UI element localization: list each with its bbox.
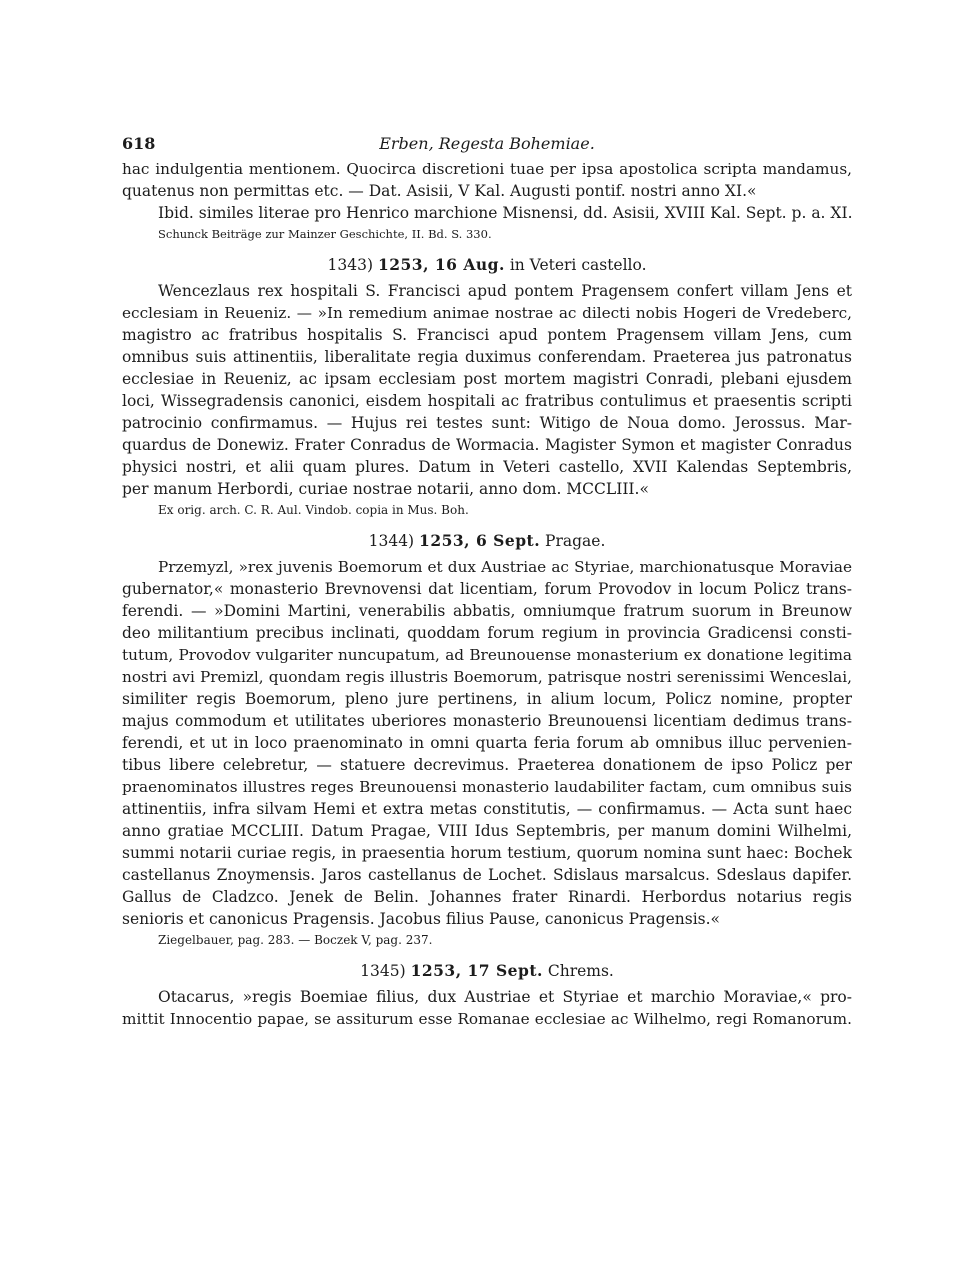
entry-heading-1344 (122, 526, 852, 556)
entry-number: 1343) (327, 256, 373, 274)
text-line: per manum Herbordi, curiae nostrae notarii, anno dom. MCCLIII.« (122, 480, 649, 498)
text-line: physici nostri, et alii quam plures. Datum in Veteri castello, XVII Kalendas Septembris, (122, 458, 852, 476)
text-line: deo militantium precibus inclinati, quoddam forum regium in provincia Gradicensi consti- (122, 624, 852, 642)
running-title: Erben, Regesta Bohemiae. (379, 134, 595, 153)
text-line: Przemyzl, »rex juvenis Boemorum et dux Austriae ac Styriae, marchionatusque Moraviae (158, 558, 852, 576)
text-line: tibus libere celebretur, — statuere decrevimus. Praeterea donationem de ipso Policz per (122, 756, 852, 774)
ibid-line: Ibid. similes literae pro Henrico marchione Misnensi, dd. Asisii, XVIII Kal. Sept. p. a. XI. (158, 204, 852, 222)
document-page (122, 128, 852, 1030)
text-line: magistro ac fratribus hospitalis S. Francisci apud pontem Pragensem villam Jens, cum (122, 326, 852, 344)
text-line: mittit Innocentio papae, se assiturum esse Romanae ecclesiae ac Wilhelmo, regi Romanorum. (122, 1010, 852, 1028)
text-line: senioris et canonicus Pragensis. Jacobus filius Pause, canonicus Pragensis.« (122, 910, 721, 928)
entry-body-1343 (122, 280, 852, 500)
text-line: Gallus de Cladzco. Jenek de Belin. Johannes frater Rinardi. Herbordus notarius regis (122, 888, 852, 906)
text-line: similiter regis Boemorum, pleno jure pertinens, in alium locum, Policz nomine, propter (122, 690, 852, 708)
entry-number: 1345) (360, 962, 406, 980)
text-line: gubernator,« monasterio Brevnovensi dat licentiam, forum Provodov in locum Policz trans- (122, 580, 852, 598)
entry-place: Pragae. (545, 532, 606, 550)
previous-entry-text (122, 158, 852, 224)
entry-number: 1344) (368, 532, 415, 550)
entry-date: 1253, 17 Sept. (410, 961, 543, 980)
text-line: ecclesiae in Reueniz, ac ipsam ecclesiam post mortem magistri Conradi, plebani ejusdem (122, 370, 852, 388)
entry-place: in Veteri castello. (509, 256, 647, 274)
text-line: quardus de Donewiz. Frater Conradus de Wormacia. Magister Symon et magister Conradus (122, 436, 852, 454)
text-line: hac indulgentia mentionem. Quocirca discretioni tuae per ipsa apostolica scripta mandamus, (122, 160, 852, 178)
text-line: anno gratiae MCCLIII. Datum Pragae, VIII Idus Septembris, per manum domini Wilhelmi, (122, 822, 852, 840)
text-line: majus commodum et utilitates uberiores monasterio Breunouensi licentiam dedimus trans- (122, 712, 852, 730)
source-citation: Ex orig. arch. C. R. Aul. Vindob. copia in Mus. Boh. (158, 503, 469, 517)
text-line: castellanus Znoymensis. Jaros castellanus de Lochet. Sdislaus marsalcus. Sdeslaus dapifer. (122, 866, 852, 884)
text-line: tutum, Provodov vulgariter nuncupatum, ad Breunouense monasterium ex donatione legitima (122, 646, 852, 664)
entry-body-1344 (122, 556, 852, 930)
text-line: Otacarus, »regis Boemiae filius, dux Austriae et Styriae et marchio Moraviae,« pro- (158, 988, 852, 1006)
text-line: attinentiis, infra silvam Hemi et extra metas constitutis, — confirmamus. — Acta sunt haec (122, 800, 852, 818)
page-number: 618 (122, 134, 156, 153)
text-line: loci, Wissegradensis canonici, eisdem hospitali ac fratribus contulimus et praesentis scripti (122, 392, 852, 410)
entry-heading-1343 (122, 250, 852, 280)
entry-heading-1345 (122, 956, 852, 986)
text-line: summi notarii curiae regis, in praesentia horum testium, quorum nomina sunt haec: Bochek (122, 844, 852, 862)
source-citation: Schunck Beiträge zur Mainzer Geschichte, II. Bd. S. 330. (158, 227, 492, 241)
text-line: quatenus non permittas etc. — Dat. Asisii, V Kal. Augusti pontif. nostri anno XI.« (122, 182, 757, 200)
text-line: ecclesiam in Reueniz. — »In remedium animae nostrae ac dilecti nobis Hogeri de Vredeberc, (122, 304, 852, 322)
source-citation: Ziegelbauer, pag. 283. — Boczek V, pag. 237. (158, 933, 433, 947)
entry-date: 1253, 6 Sept. (419, 531, 541, 550)
text-line: patrocinio confirmamus. — Hujus rei testes sunt: Witigo de Noua domo. Jerossus. Mar- (122, 414, 852, 432)
text-line: ferendi. — »Domini Martini, venerabilis abbatis, omniumque fratrum suorum in Breunow (122, 602, 852, 620)
text-line: praenominatos illustres reges Breunouensi monasterio laudabiliter factam, cum omnibus suis (122, 778, 852, 796)
text-line: ferendi, et ut in loco praenominato in omni quarta feria forum ab omnibus illuc pervenien- (122, 734, 852, 752)
entry-body-1345 (122, 986, 852, 1030)
running-header (122, 128, 852, 158)
text-line: Wencezlaus rex hospitali S. Francisci apud pontem Pragensem confert villam Jens et (158, 282, 852, 300)
text-line: omnibus suis attinentiis, liberalitate regia duximus conferendam. Praeterea jus patronatus (122, 348, 852, 366)
entry-date: 1253, 16 Aug. (377, 255, 505, 274)
entry-place: Chrems. (547, 962, 614, 980)
text-line: nostri avi Premizl, quondam regis illustris Boemorum, patrisque nostri serenissimi Wenceslai, (122, 668, 852, 686)
